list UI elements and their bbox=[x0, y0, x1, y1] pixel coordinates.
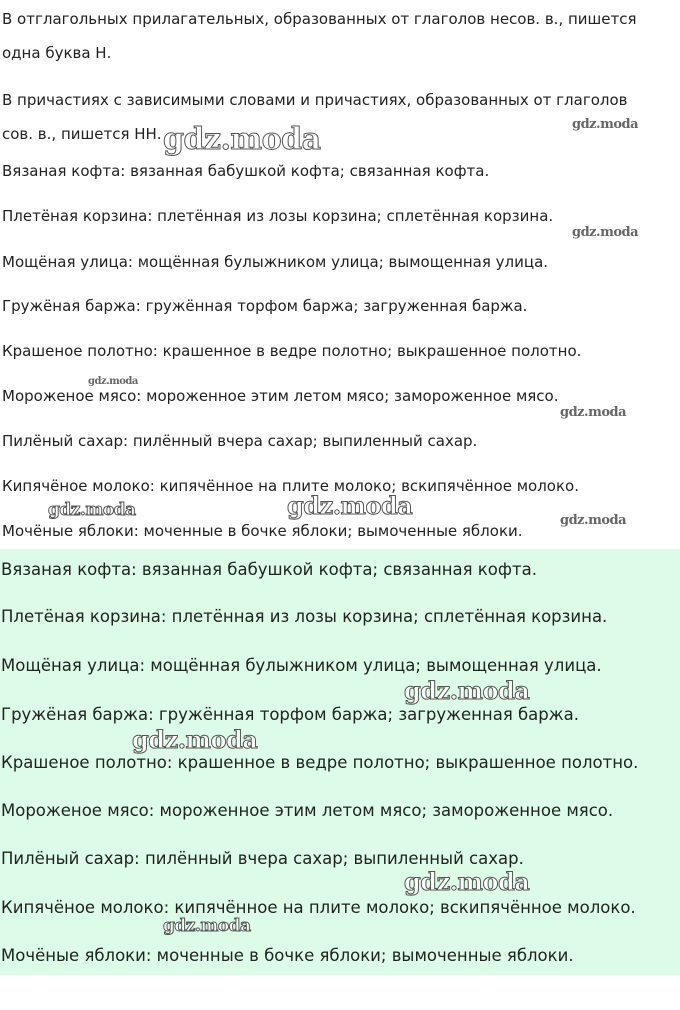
watermark-logo: gdz.moda bbox=[404, 676, 530, 705]
highlighted-example-item: Вязаная кофта: вязанная бабушкой кофта; связанная кофта. bbox=[1, 560, 537, 579]
example-item: Плетёная корзина: плетённая из лозы корзина; сплетённая корзина. bbox=[2, 207, 554, 225]
highlighted-examples-block bbox=[0, 549, 680, 975]
highlighted-example-item: Мороженое мясо: мороженное этим летом мясо; замороженное мясо. bbox=[1, 801, 614, 820]
watermark-logo: gdz.moda bbox=[163, 122, 321, 157]
example-item: Мощёная улица: мощённая булыжником улица; вымощенная улица. bbox=[2, 253, 549, 271]
highlighted-example-item: Крашеное полотно: крашенное в ведре полотно; выкрашенное полотно. bbox=[1, 753, 639, 772]
watermark-logo: gdz.moda bbox=[88, 376, 138, 387]
watermark-logo: gdz.moda bbox=[572, 117, 639, 132]
watermark-logo: gdz.moda bbox=[48, 500, 136, 520]
highlighted-example-item: Мощёная улица: мощённая булыжником улица; вымощенная улица. bbox=[1, 656, 602, 675]
rule-line-2: одна буква Н. bbox=[2, 44, 112, 62]
highlighted-example-item: Мочёные яблоки: моченные в бочке яблоки; вымоченные яблоки. bbox=[1, 946, 574, 965]
example-item: Мочёные яблоки: моченные в бочке яблоки; вымоченные яблоки. bbox=[2, 522, 523, 540]
watermark-logo: gdz.moda bbox=[287, 491, 413, 520]
example-item: Пилёный сахар: пилённый вчера сахар; выпиленный сахар. bbox=[2, 432, 478, 450]
rule-line-1: В отглагольных прилагательных, образованных от глаголов несов. в., пишется bbox=[2, 10, 637, 28]
highlighted-example-item: Гружёная баржа: гружённая торфом баржа; загруженная баржа. bbox=[1, 705, 579, 724]
highlighted-example-item: Пилёный сахар: пилённый вчера сахар; выпиленный сахар. bbox=[1, 849, 524, 868]
example-item: Кипячёное молоко: кипячённое на плите молоко; вскипячённое молоко. bbox=[2, 477, 579, 495]
example-item: Вязаная кофта: вязанная бабушкой кофта; связанная кофта. bbox=[2, 162, 490, 180]
highlighted-example-item: Кипячёное молоко: кипячённое на плите молоко; вскипячённое молоко. bbox=[1, 898, 636, 917]
watermark-logo: gdz.moda bbox=[560, 405, 627, 420]
watermark-logo: gdz.moda bbox=[404, 867, 530, 896]
rule-line-3: В причастиях с зависимыми словами и причастиях, образованных от глаголов bbox=[2, 91, 628, 109]
watermark-logo: gdz.moda bbox=[560, 513, 627, 528]
watermark-logo: gdz.moda bbox=[163, 916, 251, 936]
highlighted-example-item: Плетёная корзина: плетённая из лозы корзина; сплетённая корзина. bbox=[1, 607, 608, 626]
example-item: Гружёная баржа: гружённая торфом баржа; загруженная баржа. bbox=[2, 297, 528, 315]
rule-line-4: сов. в., пишется НН. bbox=[2, 125, 162, 143]
watermark-logo: gdz.moda bbox=[572, 225, 639, 240]
example-item: Мороженое мясо: мороженное этим летом мясо; замороженное мясо. bbox=[2, 387, 559, 405]
watermark-logo: gdz.moda bbox=[132, 725, 258, 754]
example-item: Крашеное полотно: крашенное в ведре полотно; выкрашенное полотно. bbox=[2, 342, 582, 360]
